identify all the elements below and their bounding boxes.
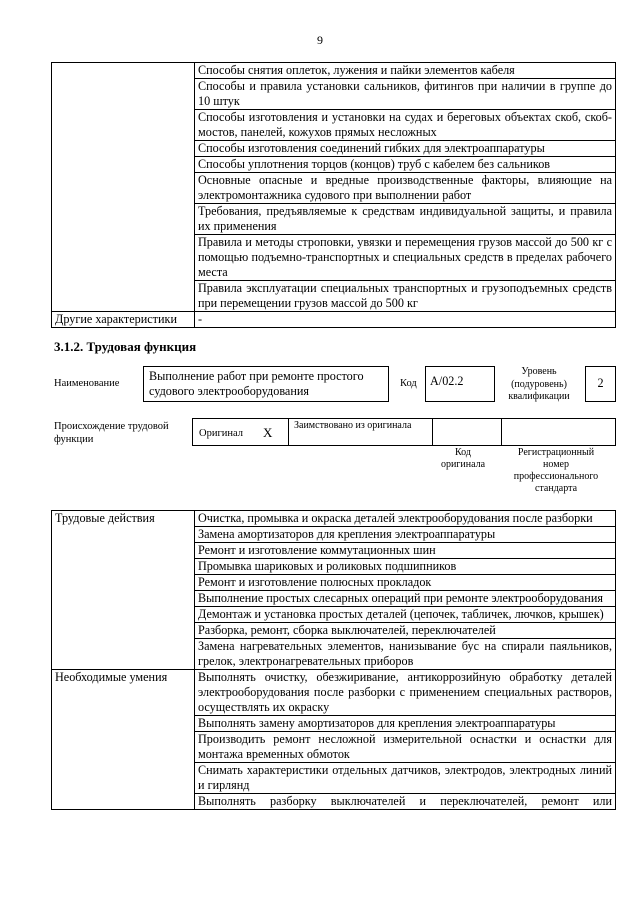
skills-label: Необходимые умения: [52, 670, 195, 810]
level-value: 2: [597, 376, 604, 390]
page-number: 9: [317, 33, 323, 47]
table-row: [52, 63, 616, 79]
empty-label-cell: [52, 63, 195, 312]
labor-action-item: Очистка, промывка и окраска деталей электрооборудования после разборки: [195, 511, 616, 527]
knowledge-item: Требования, предъявляемые к средствам индивидуальной защиты, и правила их применения: [195, 204, 616, 235]
requirements-table-top: [51, 62, 616, 328]
labor-action-item: Ремонт и изготовление коммутационных шин: [195, 543, 616, 559]
level-box: [585, 366, 616, 402]
code-label: Код: [400, 378, 417, 389]
labor-actions-label: Трудовые действия: [52, 511, 195, 670]
origin-divider: [432, 419, 433, 445]
other-characteristics-label: Другие характеристики: [52, 312, 195, 328]
other-characteristics-value: -: [195, 312, 616, 328]
borrowed-label: Заимствовано из оригинала: [294, 420, 412, 431]
knowledge-item: Способы изготовления и установки на судах и береговых объектах скоб, скоб-мостов, панелей, кожухов прямых несложных: [195, 110, 616, 141]
code-original-label: Код оригинала: [440, 447, 486, 470]
original-label: Оригинал: [199, 428, 243, 439]
origin-divider: [501, 419, 502, 445]
name-label: Наименование: [54, 378, 120, 389]
code-box: [425, 366, 495, 402]
level-label: Уровень (подуровень) квалификации: [508, 366, 570, 402]
skill-item: Выполнять очистку, обезжиривание, антикоррозийную обработку деталей электрооборудования после разборки с применением специальных растворов, осуществлять их окраску: [195, 670, 616, 716]
function-name-value: Выполнение работ при ремонте простого судового электрооборудования: [149, 369, 364, 398]
knowledge-item: Правила и методы строповки, увязки и перемещения грузов массой до 500 кг с помощью подъемно-транспортных и специальных средств в пределах рабочего места: [195, 235, 616, 281]
origin-label: Происхождение трудовой функции: [54, 421, 169, 445]
knowledge-item: Основные опасные и вредные производственные факторы, влияющие на электромонтажника судового при выполнении работ: [195, 173, 616, 204]
section-title: 3.1.2. Трудовая функция: [54, 339, 197, 354]
origin-divider: [288, 419, 289, 445]
knowledge-item: Правила эксплуатации специальных транспортных и грузоподъемных средств при перемещении грузов массой до 500 кг: [195, 281, 616, 312]
reg-number-label: Регистрационный номер профессионального стандарта: [513, 447, 599, 494]
labor-action-item: Разборка, ремонт, сборка выключателей, переключателей: [195, 623, 616, 639]
labor-action-item: Выполнение простых слесарных операций при ремонте электрооборудования: [195, 591, 616, 607]
code-value: A/02.2: [430, 374, 464, 388]
table-row: [52, 670, 616, 716]
skill-item: Производить ремонт несложной измерительной оснастки и оснастки для монтажа временных обмоток: [195, 732, 616, 763]
labor-action-item: Замена амортизаторов для крепления электроаппаратуры: [195, 527, 616, 543]
labor-action-item: Демонтаж и установка простых деталей (цепочек, табличек, лючков, крышек): [195, 607, 616, 623]
knowledge-item: Способы и правила установки сальников, фитингов при наличии в группе до 10 штук: [195, 79, 616, 110]
function-name-box: [143, 366, 389, 402]
skill-item: Снимать характеристики отдельных датчиков, электродов, электродных линий и гирлянд: [195, 763, 616, 794]
table-row: [52, 511, 616, 527]
labor-action-item: Промывка шариковых и роликовых подшипников: [195, 559, 616, 575]
knowledge-item: Способы уплотнения торцов (концов) труб с кабелем без сальников: [195, 157, 616, 173]
skill-item: Выполнять разборку выключателей и переключателей, ремонт или: [195, 794, 616, 810]
knowledge-item: Способы снятия оплеток, лужения и пайки элементов кабеля: [195, 63, 616, 79]
original-mark: X: [263, 425, 273, 440]
skill-item: Выполнять замену амортизаторов для крепления электроаппаратуры: [195, 716, 616, 732]
labor-action-item: Ремонт и изготовление полюсных прокладок: [195, 575, 616, 591]
knowledge-item: Способы изготовления соединений гибких для электроаппаратуры: [195, 141, 616, 157]
labor-function-table: [51, 510, 616, 810]
origin-grid: [192, 418, 616, 446]
labor-action-item: Замена нагревательных элементов, нанизывание бус на спирали паяльников, грелок, электронагревательных приборов: [195, 639, 616, 670]
table-row: [52, 312, 616, 328]
